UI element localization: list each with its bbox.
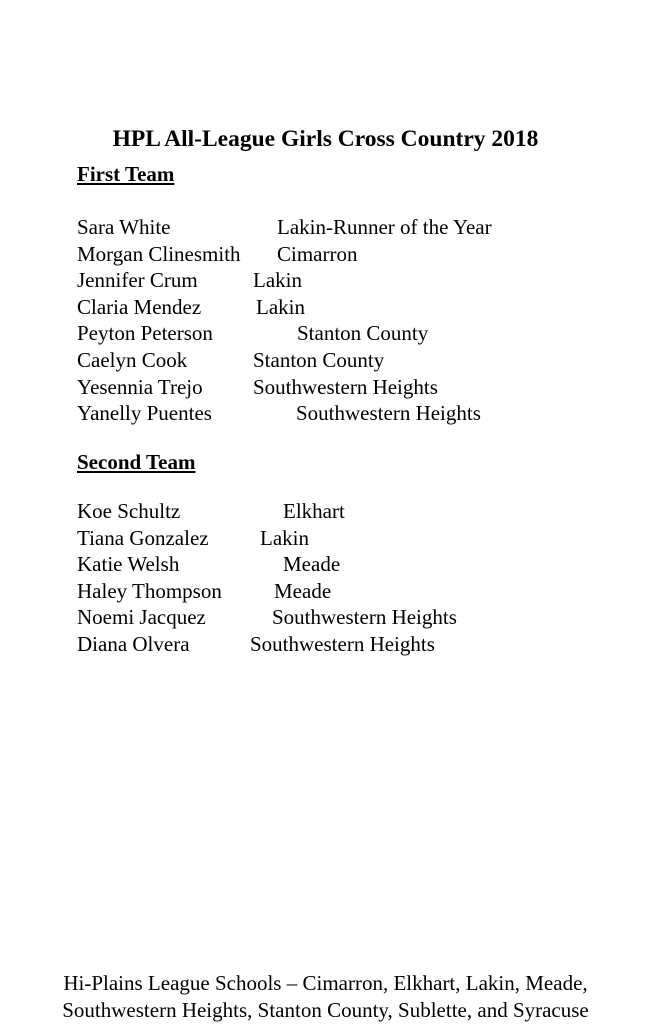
athlete-name: Jennifer Crum: [77, 268, 198, 293]
athlete-school: Meade: [274, 578, 332, 603]
athlete-name: Koe Schultz: [77, 499, 181, 523]
athlete-name: Caelyn Cook: [77, 347, 188, 372]
athlete-school: Lakin: [253, 268, 302, 293]
athlete-name: Peyton Peterson: [77, 321, 213, 346]
second-team-heading: Second Team: [77, 450, 196, 474]
document-title: HPL All-League Girls Cross Country 2018: [112, 126, 539, 152]
athlete-school: Meade: [283, 552, 341, 577]
athlete-school: Southwestern Heights: [296, 401, 481, 426]
athlete-school: Cimarron: [277, 241, 358, 266]
athlete-school: Southwestern Heights: [272, 605, 457, 630]
athlete-name: Diana Olvera: [77, 631, 190, 656]
athlete-name: Morgan Clinesmith: [77, 241, 241, 266]
athlete-name: Tiana Gonzalez: [77, 525, 209, 550]
first-team-heading: First Team: [77, 162, 175, 186]
athlete-school: Southwestern Heights: [250, 631, 435, 656]
athlete-name: Sara White: [77, 215, 171, 239]
athlete-school: Lakin: [256, 294, 305, 319]
athlete-school: Lakin-Runner of the Year: [277, 215, 492, 239]
footer-line: Southwestern Heights, Stanton County, Sublette, and Syracuse: [62, 998, 589, 1022]
member-schools-footer: [0, 970, 651, 1024]
athlete-name: Yesennia Trejo: [77, 374, 203, 399]
athlete-name: Noemi Jacquez: [77, 605, 206, 630]
athlete-school: Elkhart: [283, 499, 345, 523]
footer-line: Hi-Plains League Schools – Cimarron, Elkhart, Lakin, Meade,: [63, 971, 588, 995]
athlete-school: Stanton County: [253, 347, 385, 372]
athlete-school: Southwestern Heights: [253, 374, 438, 399]
athlete-name: Haley Thompson: [77, 578, 222, 603]
athlete-name: Claria Mendez: [77, 294, 202, 319]
athlete-school: Stanton County: [297, 321, 429, 346]
athlete-name: Katie Welsh: [77, 552, 180, 577]
athlete-name: Yanelly Puentes: [77, 401, 212, 426]
athlete-school: Lakin: [260, 525, 309, 550]
